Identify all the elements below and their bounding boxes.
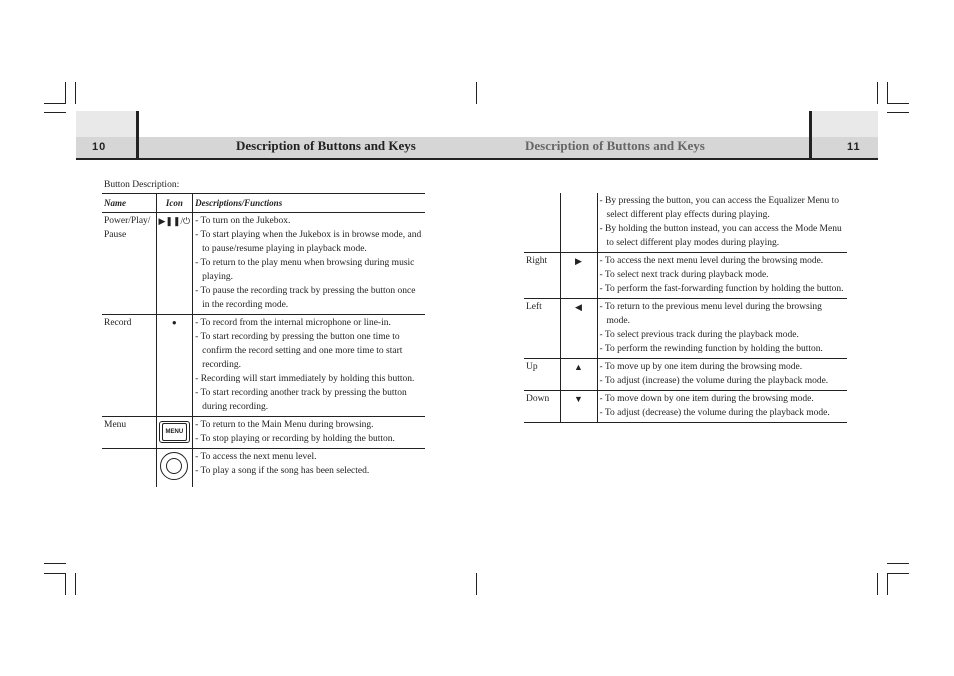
crop-mark: [44, 563, 66, 564]
crop-mark: [65, 82, 66, 104]
menu-button-icon: [159, 421, 191, 443]
record-dot-icon: ●: [171, 318, 177, 327]
desc-line: - To adjust (decrease) the volume during the playback mode.: [599, 408, 830, 418]
crop-mark: [887, 563, 909, 564]
desc-line: - To start recording another track by pressing the button during recording.: [195, 388, 407, 412]
crop-mark: [44, 103, 66, 104]
table-header-row: [102, 194, 425, 213]
crop-mark: [887, 573, 909, 574]
button-table-left: [102, 193, 425, 487]
crop-mark: [887, 573, 888, 595]
crop-mark: [65, 573, 66, 595]
desc-line: - To access the next menu level.: [195, 452, 317, 462]
crop-mark: [44, 112, 66, 113]
row-name: Power/Play/ Pause: [102, 213, 156, 315]
desc-line: - Recording will start immediately by holding this button.: [195, 374, 415, 384]
table-row: [102, 213, 425, 315]
crop-mark: [887, 112, 909, 113]
desc-line: - To perform the rewinding function by holding the button.: [599, 344, 823, 354]
column-header-icon: Icon: [156, 194, 193, 213]
header-divider: [136, 111, 139, 159]
header-tab-left: [76, 111, 136, 137]
crop-mark: [75, 573, 76, 595]
desc-line: - To return to the play menu when browsing during music playing.: [195, 258, 415, 282]
row-name: [102, 449, 156, 488]
table-row: [102, 449, 425, 488]
play-pause-power-icon: ▶❚❚/⏻: [158, 216, 191, 226]
table-row: [524, 359, 847, 391]
desc-line: - To adjust (increase) the volume during the playback mode.: [599, 376, 829, 386]
header-underline: [76, 158, 878, 160]
table-row: [524, 299, 847, 359]
desc-line: - To pause the recording track by pressing the button once in the recording mode.: [195, 286, 416, 310]
desc-line: - By holding the button instead, you can access the Mode Menu to select different play modes during playing.: [599, 224, 842, 248]
column-header-name: Name: [102, 194, 156, 213]
desc-line: - To start recording by pressing the button one time to confirm the record setting and one more time to start recording.: [195, 332, 403, 370]
table-row: [524, 391, 847, 423]
desc-line: - To return to the Main Menu during browsing.: [195, 420, 374, 430]
right-arrow-icon: ▶: [575, 256, 582, 266]
crop-mark: [75, 82, 76, 104]
row-name: Down: [524, 391, 560, 423]
header-band: [76, 137, 878, 159]
desc-line: - To select previous track during the playback mode.: [599, 330, 799, 340]
crop-mark: [887, 82, 888, 104]
desc-line: - To play a song if the song has been selected.: [195, 466, 370, 476]
row-name: Up: [524, 359, 560, 391]
desc-line: - To start playing when the Jukebox is in browse mode, and to pause/resume playing in playback mode.: [195, 230, 422, 254]
crop-mark: [877, 573, 878, 595]
desc-line: - To access the next menu level during the browsing mode.: [599, 256, 824, 266]
up-arrow-icon: ▲: [574, 362, 583, 372]
row-name: Record: [102, 315, 156, 417]
page-title-left: Description of Buttons and Keys: [236, 138, 416, 153]
table-caption: Button Description:: [104, 180, 180, 190]
table-row: [102, 417, 425, 449]
table-row: [524, 253, 847, 299]
header-tab-right: [812, 111, 878, 137]
desc-line: - To record from the internal microphone or line-in.: [195, 318, 391, 328]
row-name: Menu: [102, 417, 156, 449]
crop-mark: [887, 103, 909, 104]
menu-button-label: MENU: [162, 423, 188, 441]
desc-line: - To move down by one item during the browsing mode.: [599, 394, 814, 404]
crop-mark: [877, 82, 878, 104]
row-name: Right: [524, 253, 560, 299]
desc-line: - To perform the fast-forwarding function by holding the button.: [599, 284, 844, 294]
page-title-right: Description of Buttons and Keys: [525, 138, 705, 153]
page-number-right: 11: [847, 141, 861, 153]
crop-mark: [44, 573, 66, 574]
desc-line: - By pressing the button, you can access the Equalizer Menu to select different play effects during playing.: [599, 196, 840, 220]
desc-line: - To stop playing or recording by holding the button.: [195, 434, 395, 444]
crop-mark: [476, 573, 477, 595]
desc-line: - To return to the previous menu level during the browsing mode.: [599, 302, 822, 326]
row-name: [524, 193, 560, 253]
table-row: [102, 315, 425, 417]
page-number-left: 10: [92, 141, 107, 153]
button-table-right: [524, 193, 847, 423]
down-arrow-icon: ▼: [574, 394, 583, 404]
table-row: [524, 193, 847, 253]
header-divider: [809, 111, 812, 159]
jog-wheel-icon: [160, 452, 188, 480]
crop-mark: [476, 82, 477, 104]
column-header-desc: Descriptions/Functions: [193, 194, 425, 213]
desc-line: - To move up by one item during the browsing mode.: [599, 362, 803, 372]
left-arrow-icon: ◀: [575, 302, 582, 312]
desc-line: - To turn on the Jukebox.: [195, 216, 291, 226]
desc-line: - To select next track during playback mode.: [599, 270, 769, 280]
row-name: Left: [524, 299, 560, 359]
